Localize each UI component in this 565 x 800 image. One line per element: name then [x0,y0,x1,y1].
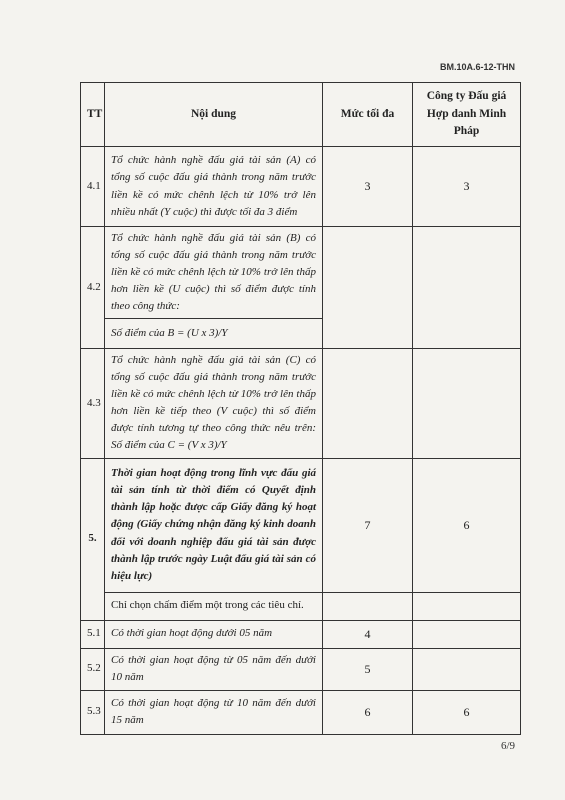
row-formula: Số điểm của B = (U x 3)/Y [105,319,323,349]
row-score: 6 [413,458,521,592]
row-content: Có thời gian hoạt động từ 10 năm đến dưới 15 năm [105,690,323,734]
table-row [81,592,521,620]
document-code: BM.10A.6-12-THN [439,62,515,72]
row-content: Có thời gian hoạt động từ 05 năm đến dưới 10 năm [105,648,323,690]
row-max: 4 [323,620,413,648]
row-tt: 4.3 [81,349,105,458]
table-row [81,349,521,458]
row-max [323,349,413,458]
table-row [81,458,521,592]
row-tt: 5.1 [81,620,105,648]
header-company: Công ty Đấu giá Hợp danh Minh Pháp [413,83,521,147]
row-max [323,227,413,349]
row-tt: 4.2 [81,227,105,349]
row-score [413,620,521,648]
row-max: 6 [323,690,413,734]
row-tt: 4.1 [81,147,105,227]
row-tt: 5.3 [81,690,105,734]
table-row [81,648,521,690]
header-max: Mức tối đa [323,83,413,147]
page-number: 6/9 [500,740,515,752]
row-content: Tổ chức hành nghề đấu giá tài sản (C) có tổng số cuộc đấu giá thành trong năm trước liền kề có mức chênh lệch từ 10% trở lên thấp hơn liền kề tiếp theo (V cuộc) thì số điểm được tính tương tự theo công thức nêu trên: Số điểm của C = (V x 3)/Y [105,349,323,458]
header-row [81,83,521,147]
row-max [323,592,413,620]
row-note: Chỉ chọn chấm điểm một trong các tiêu chí. [105,592,323,620]
row-score [413,592,521,620]
row-tt: 5.2 [81,648,105,690]
row-score: 3 [413,147,521,227]
scoring-table [80,82,521,735]
row-max: 5 [323,648,413,690]
header-content: Nội dung [105,83,323,147]
row-content: Có thời gian hoạt động dưới 05 năm [105,620,323,648]
row-content: Tổ chức hành nghề đấu giá tài sản (B) có tổng số cuộc đấu giá thành trong năm trước liền kề có mức chênh lệch từ 10% trở lên thấp hơn liền kề (U cuộc) thì số điểm được tính theo công thức: [105,227,323,319]
table-row [81,690,521,734]
row-score [413,227,521,349]
row-score: 6 [413,690,521,734]
table-row [81,147,521,227]
header-tt: TT [81,83,105,147]
row-max: 3 [323,147,413,227]
table-row [81,227,521,319]
row-tt: 5. [81,458,105,620]
row-content: Thời gian hoạt động trong lĩnh vực đấu giá tài sản tính từ thời điểm có Quyết định thành lập hoặc được cấp Giấy đăng ký hoạt động (Giấy chứng nhận đăng ký kinh doanh đối với doanh nghiệp đấu giá tài sản được thành lập trước ngày Luật đấu giá tài sản có hiệu lực) [105,458,323,592]
row-max: 7 [323,458,413,592]
table-row [81,620,521,648]
row-score [413,648,521,690]
row-score [413,349,521,458]
row-content: Tổ chức hành nghề đấu giá tài sản (A) có tổng số cuộc đấu giá thành trong năm trước liền kề có mức chênh lệch từ 10% trở lên nhiều nhất (Y cuộc) thì được tối đa 3 điểm [105,147,323,227]
